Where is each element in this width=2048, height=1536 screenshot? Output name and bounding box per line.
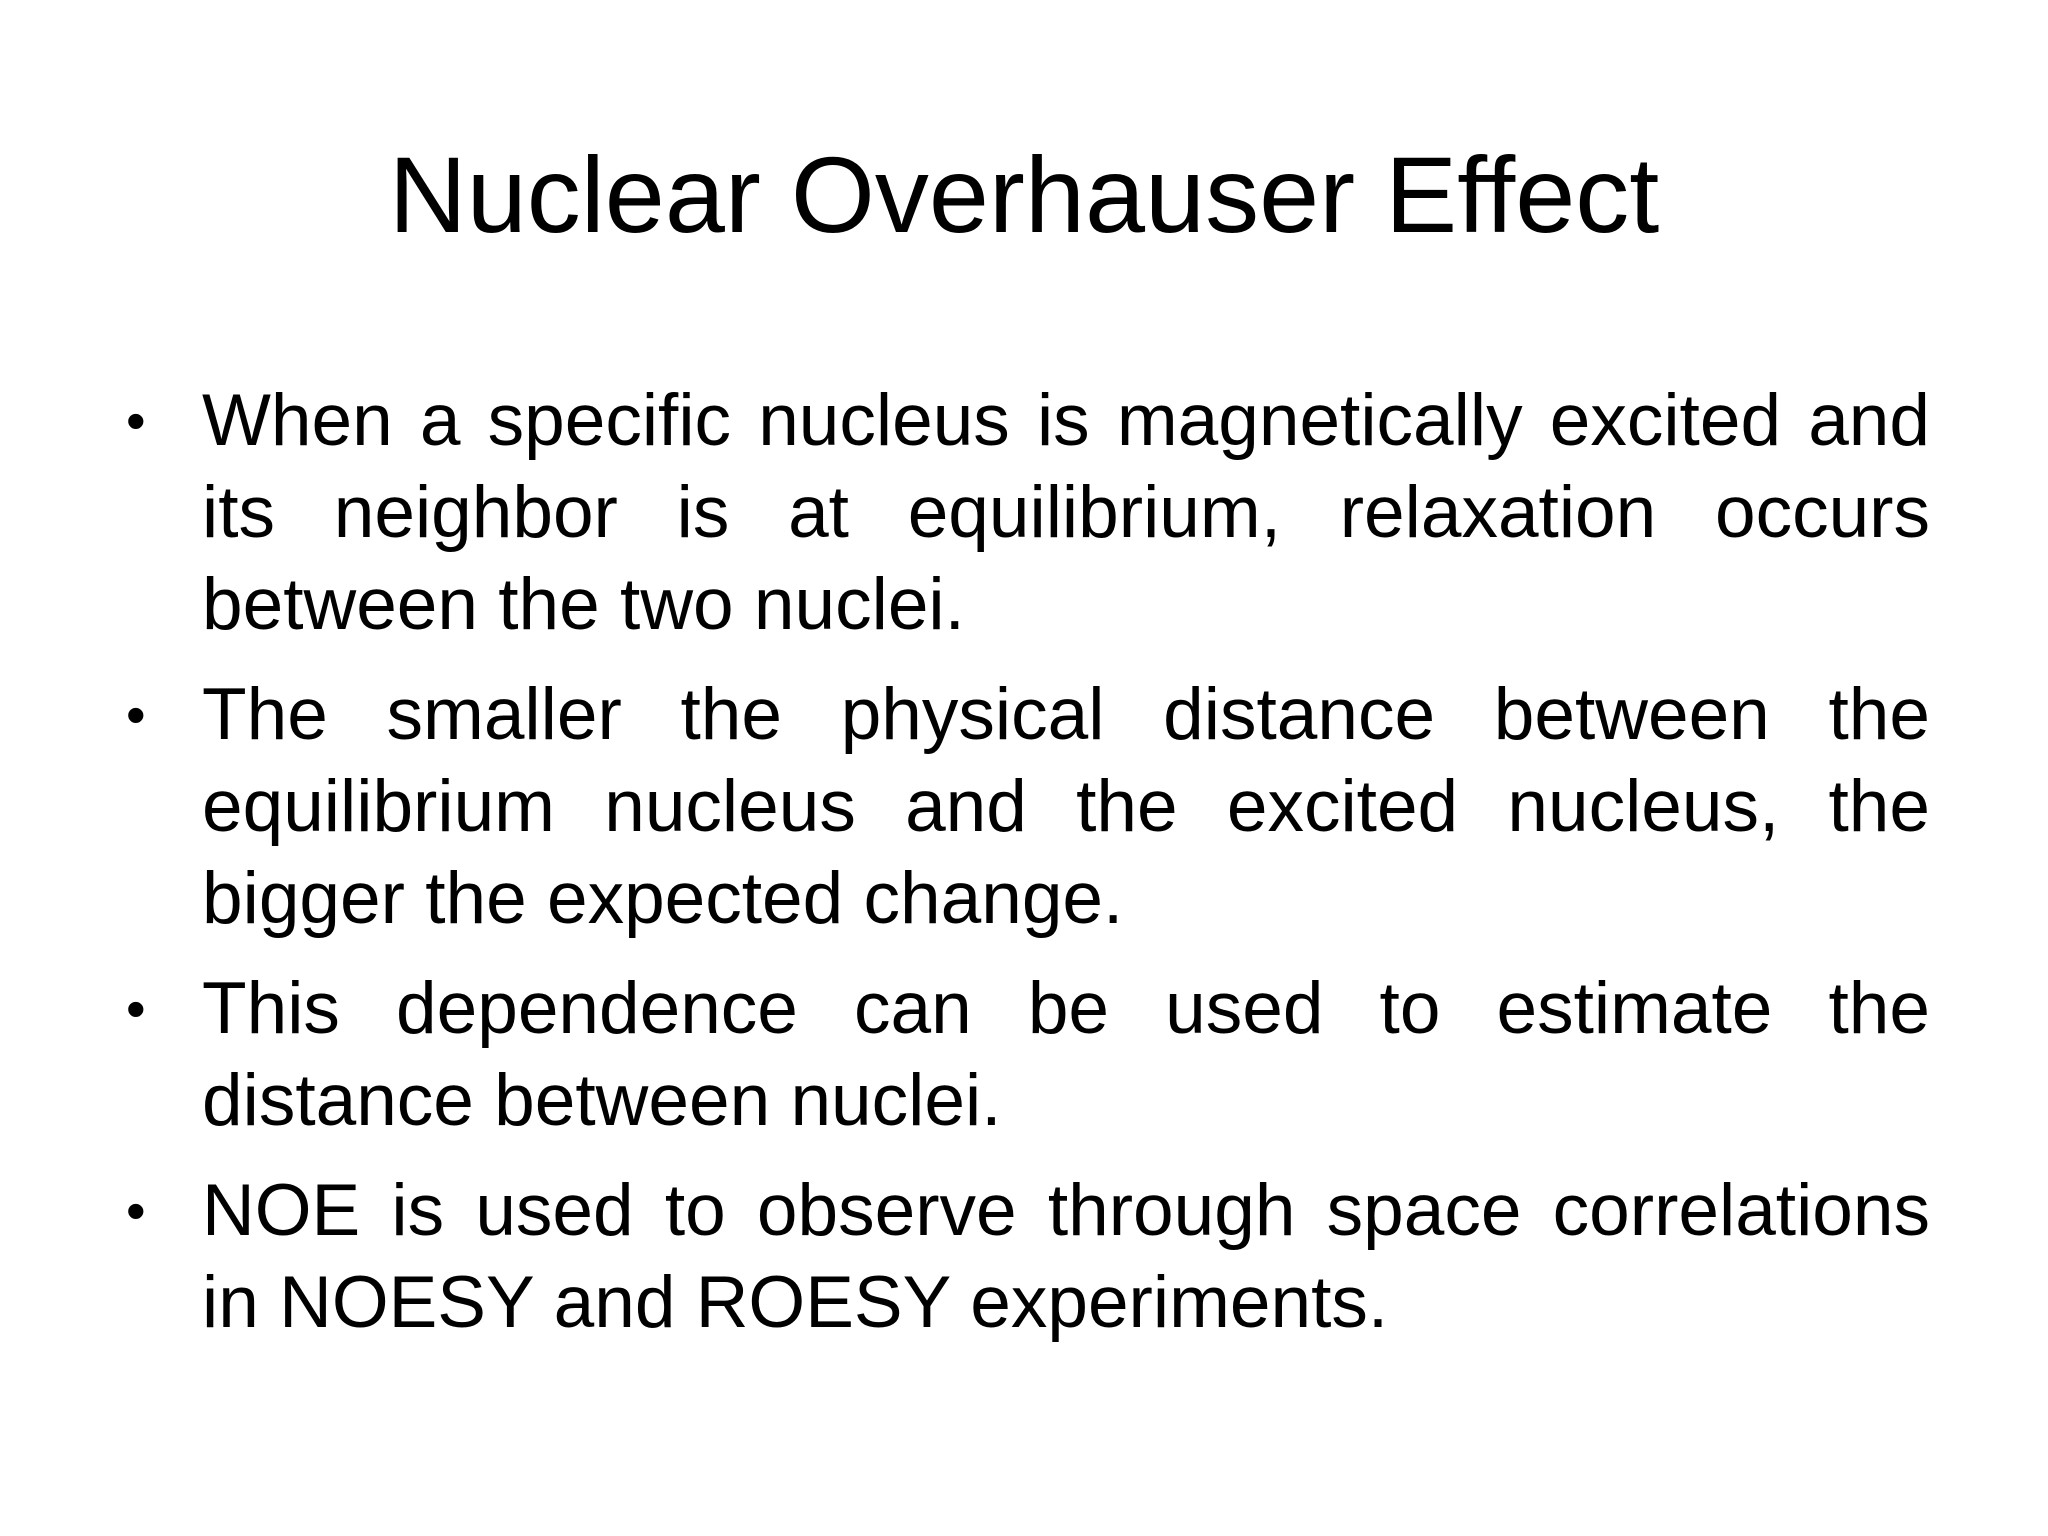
bullet-item bbox=[120, 1165, 1930, 1349]
bullet-list bbox=[120, 375, 1930, 1367]
bullet-dot-icon: • bbox=[126, 389, 146, 452]
bullet-dot-icon: • bbox=[126, 977, 146, 1040]
bullet-text: When a specific nucleus is magnetically excited and its neighbor is at equilibrium, relaxation occurs between the two nuclei. bbox=[202, 380, 1930, 645]
bullet-dot-icon: • bbox=[126, 683, 146, 746]
bullet-text: This dependence can be used to estimate the distance between nuclei. bbox=[202, 968, 1930, 1141]
bullet-dot-icon: • bbox=[126, 1179, 146, 1242]
slide-title: Nuclear Overhauser Effect bbox=[388, 134, 1660, 255]
bullet-item bbox=[120, 669, 1930, 945]
bullet-text: NOE is used to observe through space correlations in NOESY and ROESY experiments. bbox=[202, 1170, 1930, 1343]
bullet-item bbox=[120, 375, 1930, 651]
bullet-text: The smaller the physical distance between the equilibrium nucleus and the excited nucleus, the bigger the expected change. bbox=[202, 674, 1930, 939]
bullet-item bbox=[120, 963, 1930, 1147]
